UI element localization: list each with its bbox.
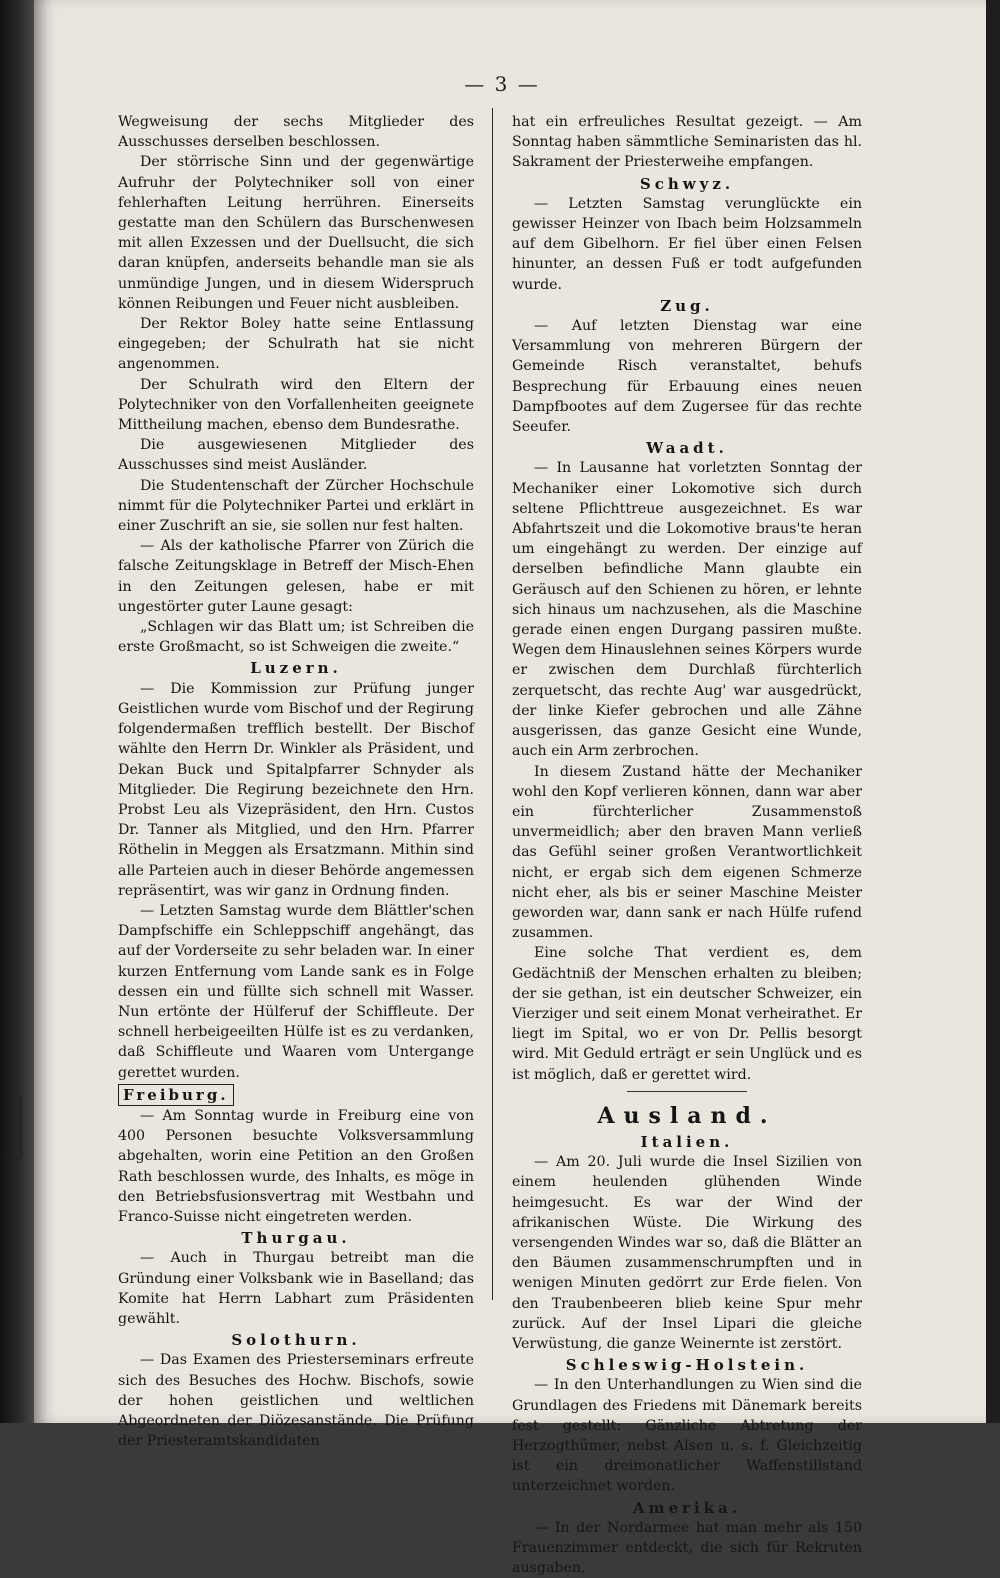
paragraph: Die ausgewiesenen Mitglieder des Ausschusses sind meist Ausländer. xyxy=(118,437,474,474)
binding-clip-mark xyxy=(4,1095,22,1159)
paragraph: — Letzten Samstag wurde dem Blättler'schen Dampfschiffe ein Schleppschiff angehängt, das auf der Vorderseite zu sehr beladen war. In einer kurzen Entfernung vom Lande sank es in Folge dessen ein und füllte sich schnell mit Wasser. Nun ertönte der Hülferuf der Schiffleute. Der schnell herbeigeeilten Hülfe ist es zu verdanken, daß Schiffleute und Waaren vom Untergange gerettet wurden. xyxy=(118,902,474,1081)
book-binding xyxy=(0,0,34,1423)
column-divider xyxy=(492,108,493,1300)
section-heading-waadt: Waadt. xyxy=(646,439,728,458)
section-heading-schleswig-holstein: Schleswig-Holstein. xyxy=(565,1356,809,1375)
section-heading-italien: Italien. xyxy=(640,1132,734,1151)
paragraph: — In Lausanne hat vorletzten Sonntag der Mechaniker einer Lokomotive sich durch seltene Pflichttreue ausgezeichnet. Es war Abfahrtszeit und die Lokomotive braus'te heran um eingehängt zu werden. Der einzige auf derselben befindliche Mann glaubte ein Geräusch auf den Schienen zu hören, er lehnte sich hinaus um nachzusehen, als die Maschine gerade einen engen Durgang passiren mußte. Wegen dem Hinauslehnen seines Körpers wurde er zwischen dem Durchlaß fürchterlich zerquetscht, das rechte Aug' war ausgedrückt, der linke Kiefer gebrochen und alle Zähne ausgerissen, das ganze Gesicht eine Wunde, auch ein Arm zerbrochen. xyxy=(512,460,862,760)
paragraph: — Das Examen des Priesterseminars erfreute sich des Besuches des Hochw. Bischofs, sowie der hohen geistlichen und weltlichen Abgeordneten der Diözesanstände. Die Prüfung der Priesteramtskandidaten xyxy=(118,1352,474,1450)
paragraph: — Am Sonntag wurde in Freiburg eine von 400 Personen besuchte Volksversammlung abgehalten, worin eine Petition an den Großen Rath beschlossen wurde, des Inhalts, es möge in den Betriebsfusionsvertrag mit Westbahn und Franco-Suisse nicht eingetreten werden. xyxy=(118,1107,474,1225)
paragraph: Wegweisung der sechs Mitglieder des Ausschusses derselben beschlossen. xyxy=(118,114,474,151)
paragraph: hat ein erfreuliches Resultat gezeigt. — Am Sonntag haben sämmtliche Seminaristen das hl. Sakrament der Priesterweihe empfangen. xyxy=(512,114,862,171)
paragraph: Der störrische Sinn und der gegenwärtige Aufruhr der Polytechniker soll von einer fehlerhaften Leitung herrühren. Einerseits gestatte man den Schülern das Burschenwesen mit allen Exzessen und der Duellsucht, die sich daran knüpfen, anderseits behandle man sie als unmündige Jungen, und in diesem Widerspruch können Reibungen und Feuer nicht ausbleiben. xyxy=(118,154,474,312)
section-heading-freiburg xyxy=(118,1084,474,1106)
paragraph: — Auf letzten Dienstag war eine Versammlung von mehreren Bürgern der Gemeinde Risch veranstaltet, behufs Besprechung für Erbauung eines neuen Dampfbootes auf dem Zugersee für das rechte Seeufer. xyxy=(512,318,862,436)
paragraph: In diesem Zustand hätte der Mechaniker wohl den Kopf verlieren können, dann war aber ein fürchterlicher Zusammenstoß unvermeidlich; aber den braven Mann verließ das Gefühl seiner großen Verantwortlichkeit nicht, er ergab sich dem eigenen Schmerze nicht eher, als bis er seiner Maschine Meister geworden war, dann sank er nach Hülfe rufend zusammen. xyxy=(512,763,862,942)
paragraph: — Letzten Samstag verunglückte ein gewisser Heinzer von Ibach beim Holzsammeln auf dem Gibelhorn. Er fiel über einen Felsen hinunter, an dessen Fuß er todt aufgefunden wurde. xyxy=(512,195,862,293)
quote: „Schlagen wir das Blatt um; ist Schreiben die erste Großmacht, so ist Schweigen die zweite.“ xyxy=(118,619,474,656)
left-column xyxy=(118,112,474,1451)
paragraph: — Auch in Thurgau betreibt man die Gründung einer Volksbank wie in Baselland; das Komite hat Herrn Labhart zum Präsidenten gewählt. xyxy=(118,1250,474,1327)
section-heading-amerika: Amerika. xyxy=(633,1498,741,1517)
right-column xyxy=(512,112,862,1578)
boxed-heading-text: Freiburg. xyxy=(118,1084,234,1106)
paragraph: — In der Nordarmee hat man mehr als 150 Frauenzimmer entdeckt, die sich für Rekruten ausgaben, xyxy=(512,1519,862,1577)
section-heading-solothurn: Solothurn. xyxy=(231,1331,361,1350)
paragraph: — Am 20. Juli wurde die Insel Sizilien von einem heulenden glühenden Winde heimgesucht. Es war der Wind der afrikanischen Wüste. Die Wirkung des versengenden Windes war so, daß die Blätter an den Bäumen zusammenschrumpften und in wenigen Minuten gedörrt zur Erde fielen. Von den Traubenbeeren blieb keine Spur mehr zurück. Auf der Insel Lipari die gleiche Verwüstung, die ganze Weinernte ist zerstört. xyxy=(512,1154,862,1352)
paragraph: — Die Kommission zur Prüfung junger Geistlichen wurde vom Bischof und der Regirung folgendermaßen trefflich bestellt. Der Bischof wählte den Herrn Dr. Winkler als Präsident, und Dekan Buck und Spitalpfarrer Schnyder als Mitglieder. Die Regirung bezeichnete den Hrn. Probst Leu als Vizepräsident, den Hrn. Custos Dr. Tanner als Mitglied, und den Hrn. Pfarrer Röthelin in Meggen als Ersatzmann. Mithin sind alle Parteien auch in dieser Behörde angemessen repräsentirt, was wir ganz in Ordnung finden. xyxy=(118,680,474,899)
section-separator xyxy=(627,1091,747,1092)
section-heading-zug: Zug. xyxy=(660,296,714,315)
paragraph: Der Schulrath wird den Eltern der Polytechniker von den Vorfallenheiten geeignete Mittheilung machen, ebenso dem Bundesrathe. xyxy=(118,376,474,434)
section-heading-schwyz: Schwyz. xyxy=(639,174,735,193)
paragraph: Der Rektor Boley hatte seine Entlassung eingegeben; der Schulrath hat sie nicht angenommen. xyxy=(118,316,474,373)
section-heading-luzern: Luzern. xyxy=(250,659,342,678)
page-number: — 3 — xyxy=(464,72,540,96)
section-heading-ausland: Ausland. xyxy=(597,1102,777,1129)
section-heading-thurgau: Thurgau. xyxy=(241,1229,351,1248)
paragraph: — In den Unterhandlungen zu Wien sind die Grundlagen des Friedens mit Dänemark bereits fest gestellt: Gänzliche Abtretung der Herzogthümer, nebst Alsen u. s. f. Gleichzeitig ist ein dreimonatlicher Waffenstillstand unterzeichnet worden. xyxy=(512,1377,862,1495)
paragraph: Eine solche That verdient es, dem Gedächtniß der Menschen erhalten zu bleiben; der sie gethan, ist ein deutscher Schweizer, ein Vierziger und seit einem Monat verheirathet. Er liegt im Spital, wo er von Dr. Pellis besorgt wird. Mit Geduld erträgt er sein Unglück und es ist möglich, daß er gerettet wird. xyxy=(512,945,862,1083)
paragraph: Die Studentenschaft der Zürcher Hochschule nimmt für die Polytechniker Partei und erklärt in einer Zuschrift an sie, sie sollen nur fest halten. xyxy=(118,477,474,535)
paragraph: — Als der katholische Pfarrer von Zürich die falsche Zeitungsklage in Betreff der Misch-Ehen in den Zeitungen gelesen, habe er mit ungestörter guter Laune gesagt: xyxy=(118,538,474,615)
